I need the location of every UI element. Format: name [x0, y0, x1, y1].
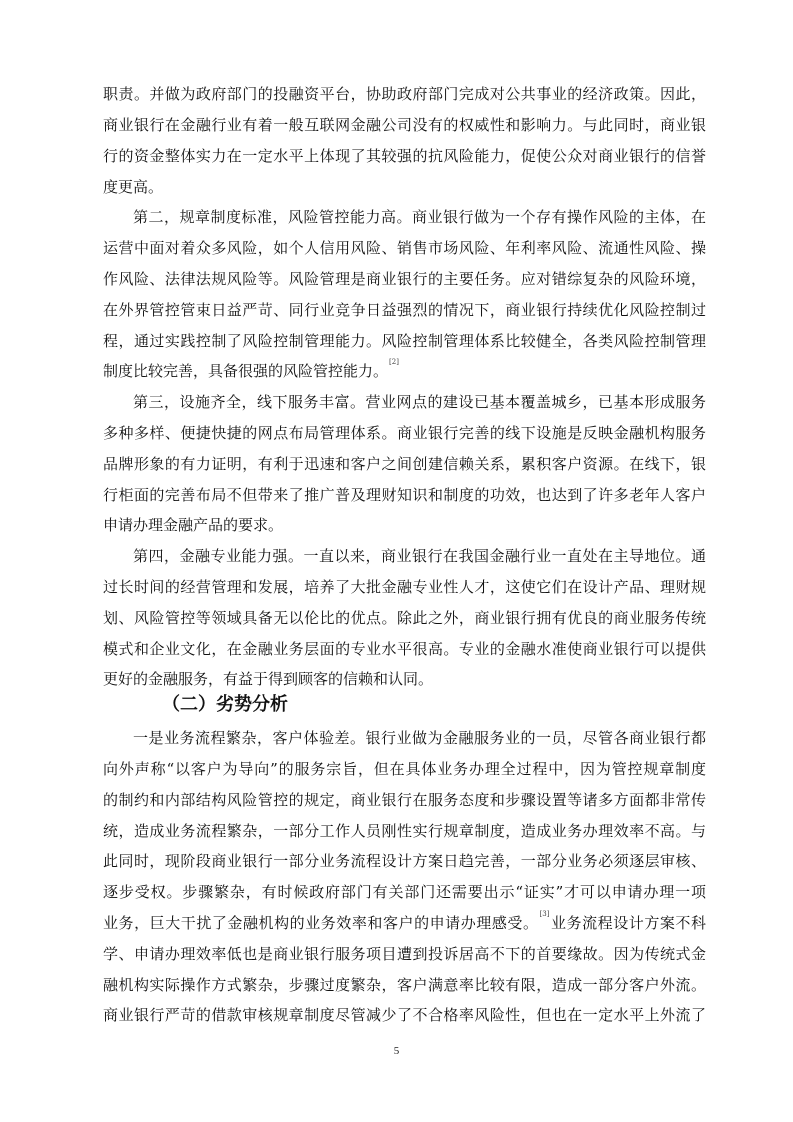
paragraph-start-line: 一是业务流程繁杂，客户体验差。银行业做为金融服务业的一员，尽管各商业银行都: [133, 729, 706, 747]
body-line: 此同时，现阶段商业银行一部分业务流程设计方案日趋完善，一部分业务必须逐层审核、: [103, 852, 706, 870]
body-line-text: 业务流程设计方案不科: [550, 914, 706, 932]
body-line: 更好的金融服务，有益于得到顾客的信赖和认同。: [103, 670, 434, 688]
body-line: 商业银行在金融行业有着一般互联网金融公司没有的权威性和影响力。与此同时，商业银: [103, 116, 706, 134]
body-line-with-citation: [103, 910, 706, 932]
section-heading: （二）劣势分析: [162, 694, 288, 715]
paragraph-start-line: 第二，规章制度标准，风险管控能力高。商业银行做为一个存有操作风险的主体，在: [133, 208, 706, 226]
body-line: 职责。并做为政府部门的投融资平台，协助政府部门完成对公共事业的经济政策。因此，: [103, 85, 706, 103]
body-line: 学、申请办理效率低也是商业银行服务项目遭到投诉居高不下的首要缘故。因为传统式金: [103, 945, 706, 963]
body-line: 商业银行严苛的借款审核规章制度尽管减少了不合格率风险性，但也在一定水平上外流了: [103, 1006, 706, 1024]
citation-marker: [3]: [539, 910, 550, 918]
body-line: 模式和企业文化，在金融业务层面的专业水平很高。专业的金融水准使商业银行可以提供: [103, 640, 706, 658]
body-line: 在外界管控管束日益严苛、同行业竞争日益强烈的情况下，商业银行持续优化风险控制过: [103, 301, 706, 319]
body-line: 多种多样、便捷快捷的网点布局管理体系。商业银行完善的线下设施是反映金融机构服务: [103, 424, 706, 442]
body-line-text: 业务，巨大干扰了金融机构的业务效率和客户的申请办理感受。: [103, 914, 539, 932]
paragraph-start-line: 第四，金融专业能力强。一直以来，商业银行在我国金融行业一直处在主导地位。通: [133, 547, 706, 565]
body-line: 融机构实际操作方式繁杂，步骤过度繁杂，客户满意率比较有限，造成一部分客户外流。: [103, 976, 706, 994]
body-line: 运营中面对着众多风险，如个人信用风险、销售市场风险、年利率风险、流通性风险、操: [103, 239, 706, 257]
body-line: 过长时间的经营管理和发展，培养了大批金融专业性人才，这使它们在设计产品、理财规: [103, 578, 706, 596]
body-line: 划、风险管控等领域具备无以伦比的优点。除此之外，商业银行拥有优良的商业服务传统: [103, 609, 706, 627]
body-line: 逐步受权。步骤繁杂，有时候政府部门有关部门还需要出示“证实”才可以申请办理一项: [103, 883, 706, 901]
body-line: 向外声称“以客户为导向”的服务宗旨，但在具体业务办理全过程中，因为管控规章制度: [103, 760, 706, 778]
body-line: 度更高。: [103, 178, 164, 196]
body-line: 行柜面的完善布局不但带来了推广普及理财知识和制度的功效，也达到了许多老年人客户: [103, 486, 706, 504]
body-line: 程，通过实践控制了风险控制管理能力。风险控制管理体系比较健全，各类风险控制管理: [103, 332, 706, 350]
body-line: 作风险、法律法规风险等。风险管理是商业银行的主要任务。应对错综复杂的风险环境，: [103, 270, 706, 288]
citation-marker: [2]: [389, 358, 399, 366]
body-line-with-citation: [103, 358, 706, 380]
body-line: 的制约和内部结构风险管控的规定，商业银行在服务态度和步骤设置等诸多方面都非常传: [103, 791, 706, 809]
body-line: 品牌形象的有力证明，有利于迅速和客户之间创建信赖关系，累积客户资源。在线下，银: [103, 455, 706, 473]
paragraph-start-line: 第三，设施齐全，线下服务丰富。营业网点的建设已基本覆盖城乡，已基本形成服务: [133, 393, 706, 411]
body-line: 统，造成业务流程繁杂，一部分工作人员刚性实行规章制度，造成业务办理效率不高。与: [103, 822, 706, 840]
body-line-text: 制度比较完善，具备很强的风险管控能力。: [103, 362, 389, 380]
body-line: 申请办理金融产品的要求。: [103, 516, 284, 534]
body-line: 行的资金整体实力在一定水平上体现了其较强的抗风险能力，促使公众对商业银行的信誉: [103, 147, 706, 165]
page-number: 5: [393, 1045, 400, 1057]
